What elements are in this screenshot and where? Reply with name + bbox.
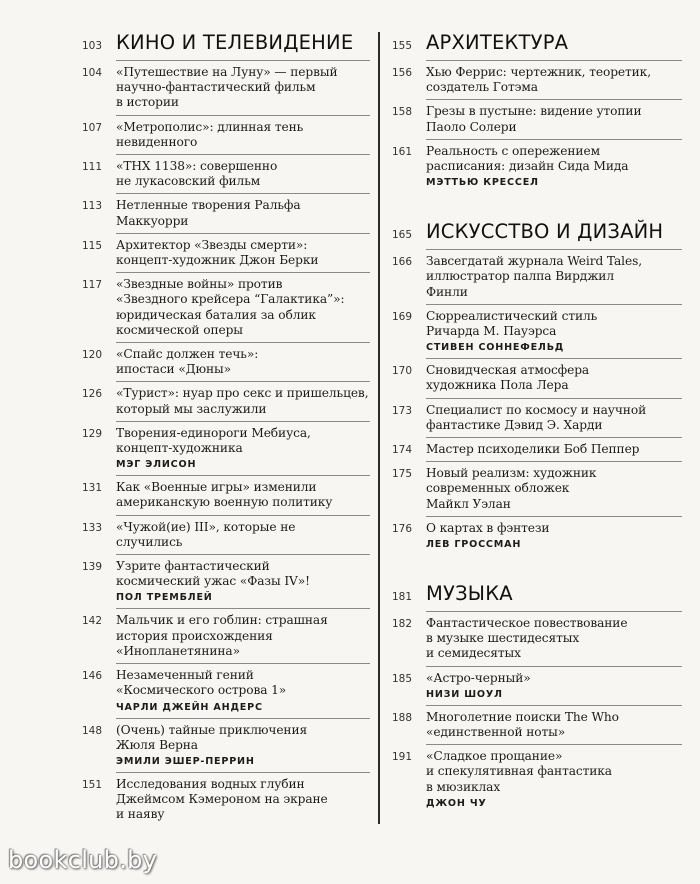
toc-entry	[82, 272, 370, 342]
entry-page-number: 115	[82, 239, 103, 252]
entry-page-number: 113	[82, 200, 103, 213]
toc-entry	[392, 516, 682, 555]
entry-body	[116, 238, 370, 268]
entry-title: «Сладкое прощание» и спекулятивная фантастика в мюзиклах	[426, 749, 612, 794]
entry-title: (Очень) тайные приключения Жюля Верна	[116, 722, 308, 752]
section-title: КИНО И ТЕЛЕВИДЕНИЕ	[116, 31, 354, 54]
entry-page-number: 158	[392, 106, 413, 119]
entry-body	[426, 144, 682, 189]
entry-author: МЭТТЬЮ КРЕССЕЛ	[426, 177, 539, 189]
entry-body	[116, 723, 370, 768]
entry-body	[116, 277, 370, 338]
toc-entry	[392, 437, 682, 461]
entry-page-number: 139	[82, 561, 103, 574]
section-heading	[392, 30, 682, 56]
toc-entry	[392, 611, 682, 666]
entry-body	[426, 521, 682, 551]
entry-page-number: 111	[82, 161, 103, 174]
entry-author: СТИВЕН СОННЕФЕЛЬД	[426, 342, 565, 354]
toc-entry	[392, 461, 682, 516]
entry-page-number: 169	[392, 310, 413, 323]
entry-page-number: 133	[82, 521, 103, 534]
entry-page-number: 156	[392, 67, 413, 79]
entry-title: «Чужой(ие) III», которые не случились	[116, 519, 296, 549]
entry-body	[426, 749, 682, 810]
toc-entry	[392, 666, 682, 705]
entry-page-number: 188	[392, 711, 413, 724]
entry-body	[116, 198, 370, 228]
right-column	[392, 30, 682, 814]
entry-body	[116, 520, 370, 550]
entry-page-number: 166	[392, 256, 413, 269]
column-divider	[378, 32, 380, 824]
entry-title: «Астро-черный»	[426, 670, 531, 685]
entry-body	[426, 466, 682, 512]
entry-page-number: 175	[392, 468, 413, 481]
entry-page-number: 170	[392, 365, 413, 378]
toc-entry	[392, 60, 682, 99]
toc-entry	[82, 342, 370, 381]
toc-entry	[82, 475, 370, 514]
entry-page-number: 126	[82, 388, 103, 401]
toc-entry	[392, 249, 682, 304]
entry-page-number: 176	[392, 522, 413, 535]
entry-title: Архитектор «Звезды смерти»: концепт-художник Джон Берки	[116, 237, 319, 268]
entry-title: «Путешествие на Луну» — первый научно-фантастический фильм в истории	[116, 65, 338, 110]
toc-entry	[392, 398, 682, 437]
entry-page-number: 151	[82, 778, 103, 791]
entry-body	[426, 104, 682, 134]
section-page-number: 181	[392, 591, 413, 604]
toc-entry	[392, 139, 682, 193]
entry-author: ЭМИЛИ ЭШЕР-ПЕРРИН	[116, 755, 255, 767]
toc-entry	[82, 115, 370, 154]
entry-title: Нетленные творения Ральфа Маккуорри	[116, 198, 301, 228]
entry-body	[116, 347, 370, 377]
toc-entry	[82, 718, 370, 772]
toc-entry	[392, 744, 682, 814]
entry-title: «Спайс должен течь»: ипостаси «Дюны»	[116, 347, 259, 377]
entry-body	[426, 671, 682, 701]
entry-page-number: 185	[392, 672, 413, 685]
entry-body	[116, 65, 370, 111]
entry-page-number: 173	[392, 404, 413, 417]
entry-title: Многолетние поиски The Who «единственной ноты»	[426, 709, 619, 740]
entry-title: Сновидческая атмосфера художника Пола Лера	[426, 363, 590, 393]
entry-body	[116, 559, 370, 604]
entry-title: Хью Феррис: чертежник, теоретик, создатель Готэма	[426, 65, 651, 95]
entry-page-number: 191	[392, 751, 413, 764]
entry-body	[116, 480, 370, 510]
entry-page-number: 104	[82, 67, 103, 79]
toc-entry	[82, 193, 370, 232]
entry-author: МЭГ ЭЛИСОН	[116, 459, 197, 471]
entry-title: «Звездные войны» против «Звездного крейсера “Галактика”»: юридическая баталия за облик космической оперы	[116, 277, 345, 337]
toc-entry	[82, 421, 370, 475]
entry-title: Узрите фантастический космический ужас «Фазы IV»!	[116, 559, 310, 589]
entry-title: Как «Военные игры» изменили американскую военную политику	[116, 480, 333, 510]
entry-body	[116, 613, 370, 659]
entry-page-number: 161	[392, 145, 413, 158]
entry-author: НИЗИ ШОУЛ	[426, 688, 503, 700]
section-title: ИСКУССТВО И ДИЗАЙН	[426, 220, 664, 244]
section-heading	[392, 581, 682, 607]
section-heading	[392, 219, 682, 245]
toc-entry	[82, 608, 370, 663]
entry-title: «Турист»: нуар про секс и пришельцев, который мы заслужили	[116, 386, 369, 416]
entry-body	[116, 159, 370, 189]
entry-page-number: 117	[82, 279, 103, 292]
entry-body	[116, 668, 370, 713]
section-heading	[82, 30, 370, 56]
entry-title: Специалист по космосу и научной фантастике Дэвид Э. Харди	[426, 402, 647, 432]
entry-page-number: 146	[82, 670, 103, 683]
entry-title: Новый реализм: художник современных обложек Майкл Уэлан	[426, 466, 597, 511]
toc-entry	[82, 381, 370, 420]
entry-author: ПОЛ ТРЕМБЛЕЙ	[116, 592, 213, 604]
entry-title: Реальность с опережением расписания: дизайн Сида Мида	[426, 143, 629, 174]
entry-title: «THX 1138»: совершенно не лукасовский фильм	[116, 159, 278, 189]
entry-title: Исследования водных глубин Джеймсом Кэмероном на экране и наяву	[116, 776, 328, 822]
section-page-number: 165	[392, 229, 413, 242]
entry-author: ДЖОН ЧУ	[426, 797, 487, 809]
entry-title: Незамеченный гений «Космического острова 1»	[116, 668, 287, 698]
entry-page-number: 131	[82, 482, 103, 495]
toc-entry	[82, 154, 370, 193]
entry-title: «Метрополис»: длинная тень невиденного	[116, 119, 304, 149]
entry-body	[116, 386, 370, 416]
section-gap	[392, 555, 682, 581]
toc-entry	[392, 358, 682, 397]
entry-title: Мальчик и его гоблин: страшная история происхождения «Инопланетянина»	[116, 613, 328, 658]
toc-entry	[392, 304, 682, 358]
toc-entry	[392, 705, 682, 744]
section-title: АРХИТЕКТУРА	[426, 31, 569, 54]
entry-title: Грезы в пустыне: видение утопии Паоло Солери	[426, 104, 642, 134]
entry-title: Творения-единороги Мебиуса, концепт-художника	[116, 425, 311, 456]
toc-entry	[82, 554, 370, 608]
entry-body	[426, 309, 682, 354]
entry-title: О картах в фэнтези	[426, 520, 550, 535]
entry-page-number: 142	[82, 615, 103, 628]
entry-title: Фантастическое повествование в музыке шестидесятых и семидесятых	[426, 616, 628, 661]
entry-body	[116, 426, 370, 471]
entry-body	[426, 403, 682, 433]
entry-body	[426, 65, 682, 95]
entry-page-number: 107	[82, 121, 103, 134]
entry-title: Мастер психоделики Боб Пеппер	[426, 442, 640, 457]
entry-body	[426, 442, 682, 457]
left-column	[82, 30, 370, 827]
entry-body	[426, 254, 682, 300]
section-page-number: 103	[82, 40, 103, 52]
entry-author: ЧАРЛИ ДЖЕЙН АНДЕРС	[116, 701, 263, 713]
entry-author: ЛЕВ ГРОССМАН	[426, 539, 522, 551]
entry-page-number: 148	[82, 724, 103, 737]
toc-entry	[392, 99, 682, 138]
entry-title: Завсегдатай журнала Weird Tales, иллюстратор палпа Вирджил Финли	[426, 254, 643, 299]
section-gap	[392, 193, 682, 219]
toc-entry	[82, 233, 370, 272]
entry-body	[426, 616, 682, 662]
entry-body	[426, 710, 682, 740]
toc-entry	[82, 515, 370, 554]
toc-entry	[82, 772, 370, 827]
entry-body	[116, 120, 370, 150]
entry-body	[116, 777, 370, 823]
entry-page-number: 174	[392, 444, 413, 457]
entry-page-number: 129	[82, 427, 103, 440]
section-page-number: 155	[392, 40, 413, 52]
entry-title: Сюрреалистический стиль Ричарда М. Пауэрса	[426, 308, 598, 339]
entry-page-number: 182	[392, 618, 413, 631]
entry-page-number: 120	[82, 349, 103, 362]
toc-entry	[82, 663, 370, 717]
toc-entry	[82, 60, 370, 115]
entry-body	[426, 363, 682, 393]
watermark: bookclub.by	[8, 846, 158, 874]
section-title: МУЗЫКА	[426, 582, 513, 606]
